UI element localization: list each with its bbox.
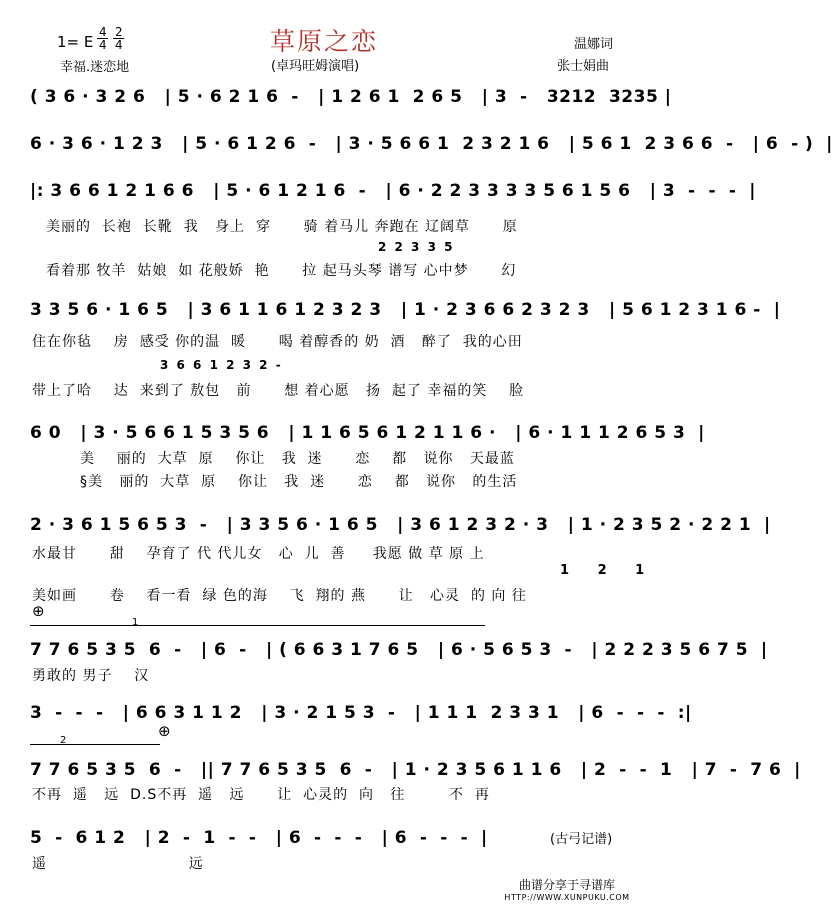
- lyrics-verse2-c: §美 丽的 大草 原 你让 我 迷 恋 都 说你 的生活: [80, 474, 518, 490]
- notation-row-8: 3 - - - | 6 6 3 1 1 2 | 3 · 2 1 5 3 - | 1 1 1 2 3 3 1 | 6 - - - :|: [30, 703, 692, 723]
- lyrics-f: 不再 遥 远 D.S不再 遥 远 让 心灵的 向 往 不 再: [32, 787, 490, 803]
- notation-row-3: |: 3 6 6 1 2 1 6 6 | 5 · 6 1 2 1 6 - | 6 · 2 2 3 3 3 3 5 6 1 5 6 | 3 - - - |: [30, 181, 756, 201]
- lyrics-e: 勇敢的 男子 汉: [32, 668, 150, 684]
- coda-mark-icon: ⊕: [32, 602, 45, 620]
- key-signature: 1= E: [57, 33, 94, 51]
- lyrics-verse1-b: 住在你毡 房 感受 你的温 暖 喝 着醇香的 奶 酒 醉了 我的心田: [32, 334, 523, 350]
- lyrics-verse1-d: 水最甘 甜 孕育了 代 代儿女 心 儿 善 我愿 做 草 原 上: [32, 546, 485, 562]
- notation-row-5: 6 0 | 3 · 5 6 6 1 5 3 5 6 | 1 1 6 5 6 1 2 1 1 6 · | 6 · 1 1 1 2 6 5 3 |: [30, 423, 705, 443]
- notation-row-7: 7 7 6 5 3 5 6 - | 6 - | ( 6 6 3 1 7 6 5 | 6 · 5 6 5 3 - | 2 2 2 3 5 6 7 5 |: [30, 640, 768, 660]
- performer: (卓玛旺姆演唱): [271, 59, 360, 74]
- lyrics-verse1-a: 美丽的 长袍 长靴 我 身上 穿 骑 着马儿 奔跑在 辽阔草 原: [46, 219, 518, 235]
- notation-row-10: 5 - 6 1 2 | 2 - 1 - - | 6 - - - | 6 - - - |: [30, 828, 488, 848]
- over-lyrics-notes-2: 3 6 6 1 2 3 2 -: [160, 358, 283, 372]
- time-signature-bottom-1: 4: [99, 38, 107, 52]
- tempo-expression: 幸福.迷恋地: [60, 60, 130, 75]
- time-signature-top-1: 4: [99, 25, 107, 39]
- notation-row-4: 3 3 5 6 · 1 6 5 | 3 6 1 1 6 1 2 3 2 3 | 1 · 2 3 6 6 2 3 2 3 | 5 6 1 2 3 1 6 - |: [30, 300, 781, 320]
- notation-row-2: 6 · 3 6 · 1 2 3 | 5 · 6 1 2 6 - | 3 · 5 6 6 1 2 3 2 1 6 | 5 6 1 2 3 6 6 - | 6 - ) |: [30, 134, 833, 154]
- coda-mark-icon: ⊕: [158, 722, 171, 740]
- volta-1-label: 1: [132, 617, 139, 628]
- lyrics-verse1-c: 美 丽的 大草 原 你让 我 迷 恋 都 说你 天最蓝: [80, 451, 515, 467]
- footer-watermark: [492, 876, 642, 902]
- footer-url: HTTP://WWW.XUNPUKU.COM: [504, 893, 630, 902]
- lyrics-verse2-d: 美如画 卷 看一看 绿 色的海 飞 翔的 燕 让 心灵 的 向 往: [32, 588, 527, 604]
- lyrics-g: 遥 远: [32, 856, 204, 872]
- transcriber-credit: (古弓记谱): [550, 832, 613, 847]
- lyrics-verse2-b: 带上了哈 达 来到了 敖包 前 想 着心愿 扬 起了 幸福的笑 脸: [32, 383, 525, 399]
- composer: 张士娟曲: [557, 59, 610, 74]
- volta-2-label: 2: [60, 735, 67, 746]
- footer-text: 曲谱分享于寻谱库: [518, 878, 615, 892]
- notation-row-6: 2 · 3 6 1 5 6 5 3 - | 3 3 5 6 · 1 6 5 | 3 6 1 2 3 2 · 3 | 1 · 2 3 5 2 · 2 2 1 |: [30, 515, 771, 535]
- notation-row-1: ( 3 6 · 3 2 6 | 5 · 6 2 1 6 - | 1 2 6 1 2 6 5 | 3 - 3212 3235 |: [30, 87, 672, 107]
- over-lyrics-notes-1: 2 2 3 3 5: [378, 240, 455, 254]
- song-title: 草原之恋: [270, 27, 379, 56]
- time-signature-top-2: 2: [115, 25, 123, 39]
- notation-row-9: 7 7 6 5 3 5 6 - || 7 7 6 5 3 5 6 - | 1 · 2 3 5 6 1 1 6 | 2 - - 1 | 7 - 7 6 |: [30, 760, 801, 780]
- lyricist: 温娜词: [574, 37, 614, 52]
- lyrics-verse2-a: 看着那 牧羊 姑娘 如 花般娇 艳 拉 起马头琴 谱写 心中梦 幻: [46, 263, 517, 279]
- small-notes: 1 2 1: [560, 563, 657, 578]
- time-signature-bottom-2: 4: [115, 38, 123, 52]
